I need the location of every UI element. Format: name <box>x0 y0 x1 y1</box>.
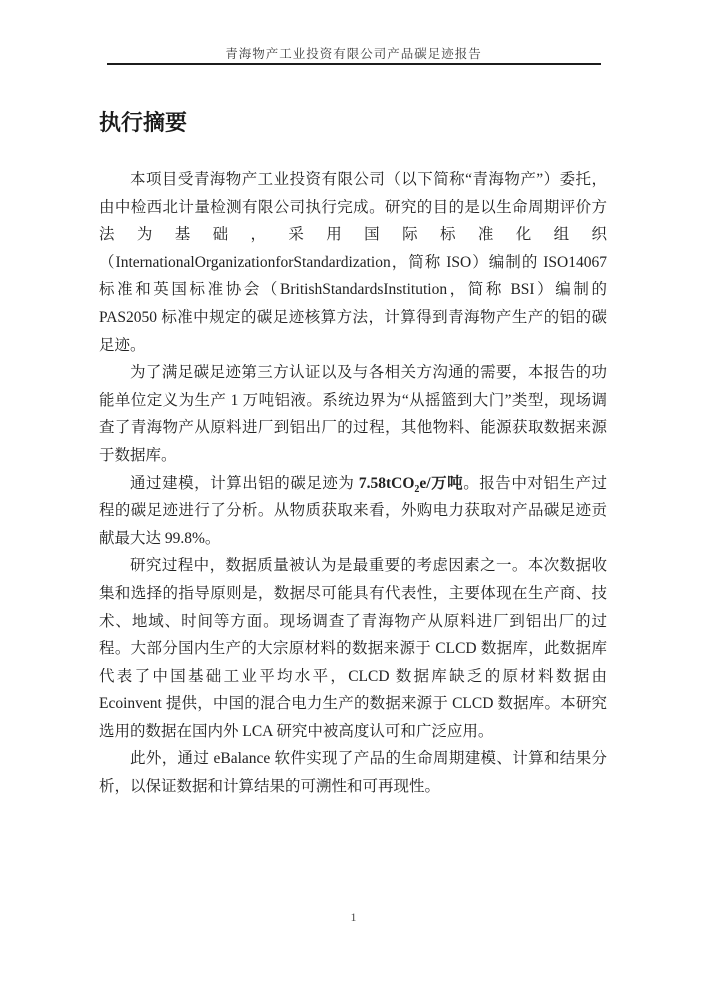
page-number: 1 <box>350 910 357 924</box>
paragraph-5: 此外，通过 eBalance 软件实现了产品的生命周期建模、计算和结果分析，以保证数据和计算结果的可溯性和可再现性。 <box>99 750 607 796</box>
value-unit: e/万吨 <box>419 474 464 492</box>
value-subscript: 2 <box>414 483 420 495</box>
paragraph-2: 为了满足碳足迹第三方认证以及与各相关方沟通的需要，本报告的功能单位定义为生产 1 万吨铝液。系统边界为“从摇篮到大门”类型，现场调查了青海物产从原料进厂到铝出厂的过程，其他物料、能源获取数据来源于数据库。 <box>99 364 607 464</box>
paragraph-1: 本项目受青海物产工业投资有限公司（以下简称“青海物产”）委托，由中检西北计量检测有限公司执行完成。研究的目的是以生命周期评价方法为基础，采用国际标准化组织（InternationalOrganizationforStandardization，简称 ISO）编制的 ISO14067 标准和英国标准协会（BritishStandardsInstitution，简称 BSI）编制的 PAS2050 标准中规定的碳足迹核算方法，计算得到青海物产生产的铝的碳足迹。 <box>99 171 607 354</box>
paragraph-4: 研究过程中，数据质量被认为是最重要的考虑因素之一。本次数据收集和选择的指导原则是，数据尽可能具有代表性，主要体现在生产商、技术、地域、时间等方面。现场调查了青海物产从原料进厂到铝出厂的过程。大部分国内生产的大宗原材料的数据来源于 CLCD 数据库，此数据库代表了中国基础工业平均水平，CLCD 数据库缺乏的原材料数据由 Ecoinvent 提供，中国的混合电力生产的数据来源于 CLCD 数据库。本研究选用的数据在国内外 LCA 研究中被高度认可和广泛应用。 <box>99 557 607 740</box>
paragraph-3-text: 通过建模，计算出铝的碳足迹为 <box>130 474 359 492</box>
header-rule <box>107 63 601 65</box>
section-heading: 执行摘要 <box>99 110 188 135</box>
page-content <box>99 109 607 801</box>
carbon-footprint-value <box>358 474 464 495</box>
paragraph-3-text-after: 。报告中对铝生产过程的碳足迹进行了分析。从物质获取来看，外购电力获取对产品碳足迹贡献最大达 99.8%。 <box>99 474 607 547</box>
paragraph-3 <box>99 470 607 553</box>
value-main: 7.58tCO <box>358 474 415 492</box>
body-paragraphs <box>99 166 607 801</box>
running-header-title: 青海物产工业投资有限公司产品碳足迹报告 <box>225 47 482 61</box>
